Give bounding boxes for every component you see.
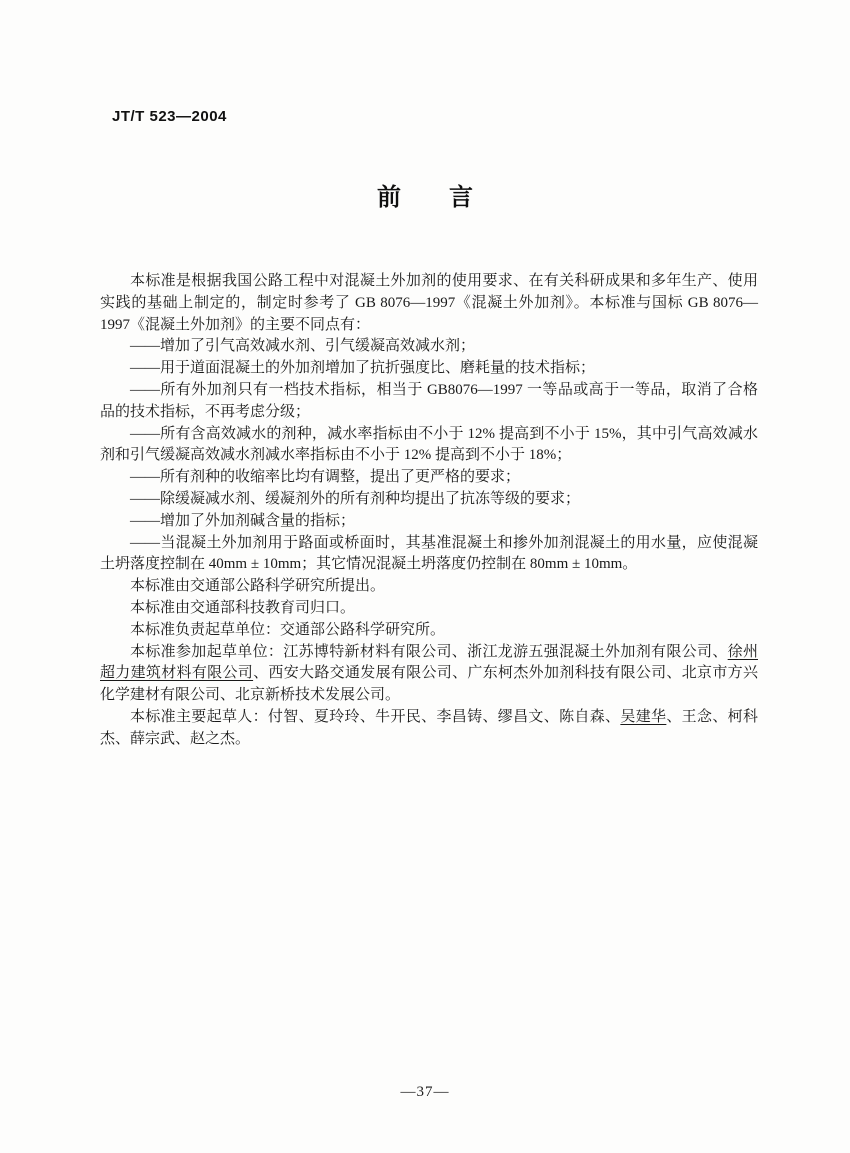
- paragraph: [100, 336, 758, 358]
- paragraph: [100, 707, 758, 751]
- paragraph: [100, 598, 758, 620]
- text-segment: ——用于道面混凝土的外加剂增加了抗折强度比、磨耗量的技术指标；: [130, 360, 596, 377]
- text-segment: 本标准参加起草单位：江苏博特新材料有限公司、浙江龙游五强混凝土外加剂有限公司、: [130, 643, 728, 660]
- paragraph: [100, 642, 758, 707]
- text-segment: ——所有剂种的收缩率比均有调整，提出了更严格的要求；: [130, 469, 521, 486]
- page-number: —37—: [400, 1084, 450, 1100]
- text-segment: 本标准由交通部科技教育司归口。: [130, 599, 356, 616]
- text-segment: 本标准是根据我国公路工程中对混凝土外加剂的使用要求、在有关科研成果和多年生产、使用实践的基础上制定的，制定时参考了 GB 8076—1997《混凝土外加剂》。本标准与国标 GB 8076—1997《混凝土外加剂》的主要不同点有：: [100, 273, 758, 333]
- paragraph: [100, 533, 758, 577]
- text-segment: ——除缓凝减水剂、缓凝剂外的所有剂种均提出了抗冻等级的要求；: [130, 490, 581, 507]
- paragraph: [100, 467, 758, 489]
- text-segment: ——当混凝土外加剂用于路面或桥面时，其基准混凝土和掺外加剂混凝土的用水量，应使混凝土坍落度控制在 40mm ± 10mm；其它情况混凝土坍落度仍控制在 80mm ± 10mm。: [100, 534, 758, 573]
- text-segment: ——增加了外加剂碱含量的指标；: [130, 512, 356, 529]
- text-segment: 本标准负责起草单位：交通部公路科学研究所。: [130, 621, 446, 638]
- paragraph: [100, 358, 758, 380]
- text-segment: 本标准主要起草人：付智、夏玲玲、牛开民、李昌铸、缪昌文、陈自森、: [130, 708, 621, 725]
- text-segment: ——增加了引气高效减水剂、引气缓凝高效减水剂；: [130, 338, 476, 355]
- standard-number: JT/T 523—2004: [112, 108, 227, 125]
- text-segment: 本标准由交通部公路科学研究所提出。: [130, 578, 386, 595]
- paragraph: [100, 620, 758, 642]
- paragraph: [100, 511, 758, 533]
- text-segment: 、王念、柯科杰、薛宗武、赵之杰。: [100, 708, 758, 747]
- paragraph: [100, 576, 758, 598]
- paragraph: [100, 489, 758, 511]
- document-body: [100, 271, 758, 751]
- underlined-text: 吴建华: [620, 708, 667, 725]
- page-title: 前 言: [377, 185, 473, 211]
- text-segment: ——所有外加剂只有一档技术指标，相当于 GB8076—1997 一等品或高于一等品，取消了合格品的技术指标，不再考虑分级；: [100, 381, 758, 420]
- text-segment: 、西安大路交通发展有限公司、广东柯杰外加剂科技有限公司、北京市方兴化学建材有限公司、北京新桥技术发展公司。: [100, 665, 758, 704]
- paragraph: [100, 424, 758, 468]
- underlined-text: 徐州超力建筑材料有限公司: [100, 643, 758, 682]
- paragraph: [100, 380, 758, 424]
- text-segment: ——所有含高效减水的剂种，减水率指标由不小于 12% 提高到不小于 15%，其中引气高效减水剂和引气缓凝高效减水剂减水率指标由不小于 12% 提高到不小于 18%；: [100, 425, 758, 464]
- paragraph: [100, 271, 758, 336]
